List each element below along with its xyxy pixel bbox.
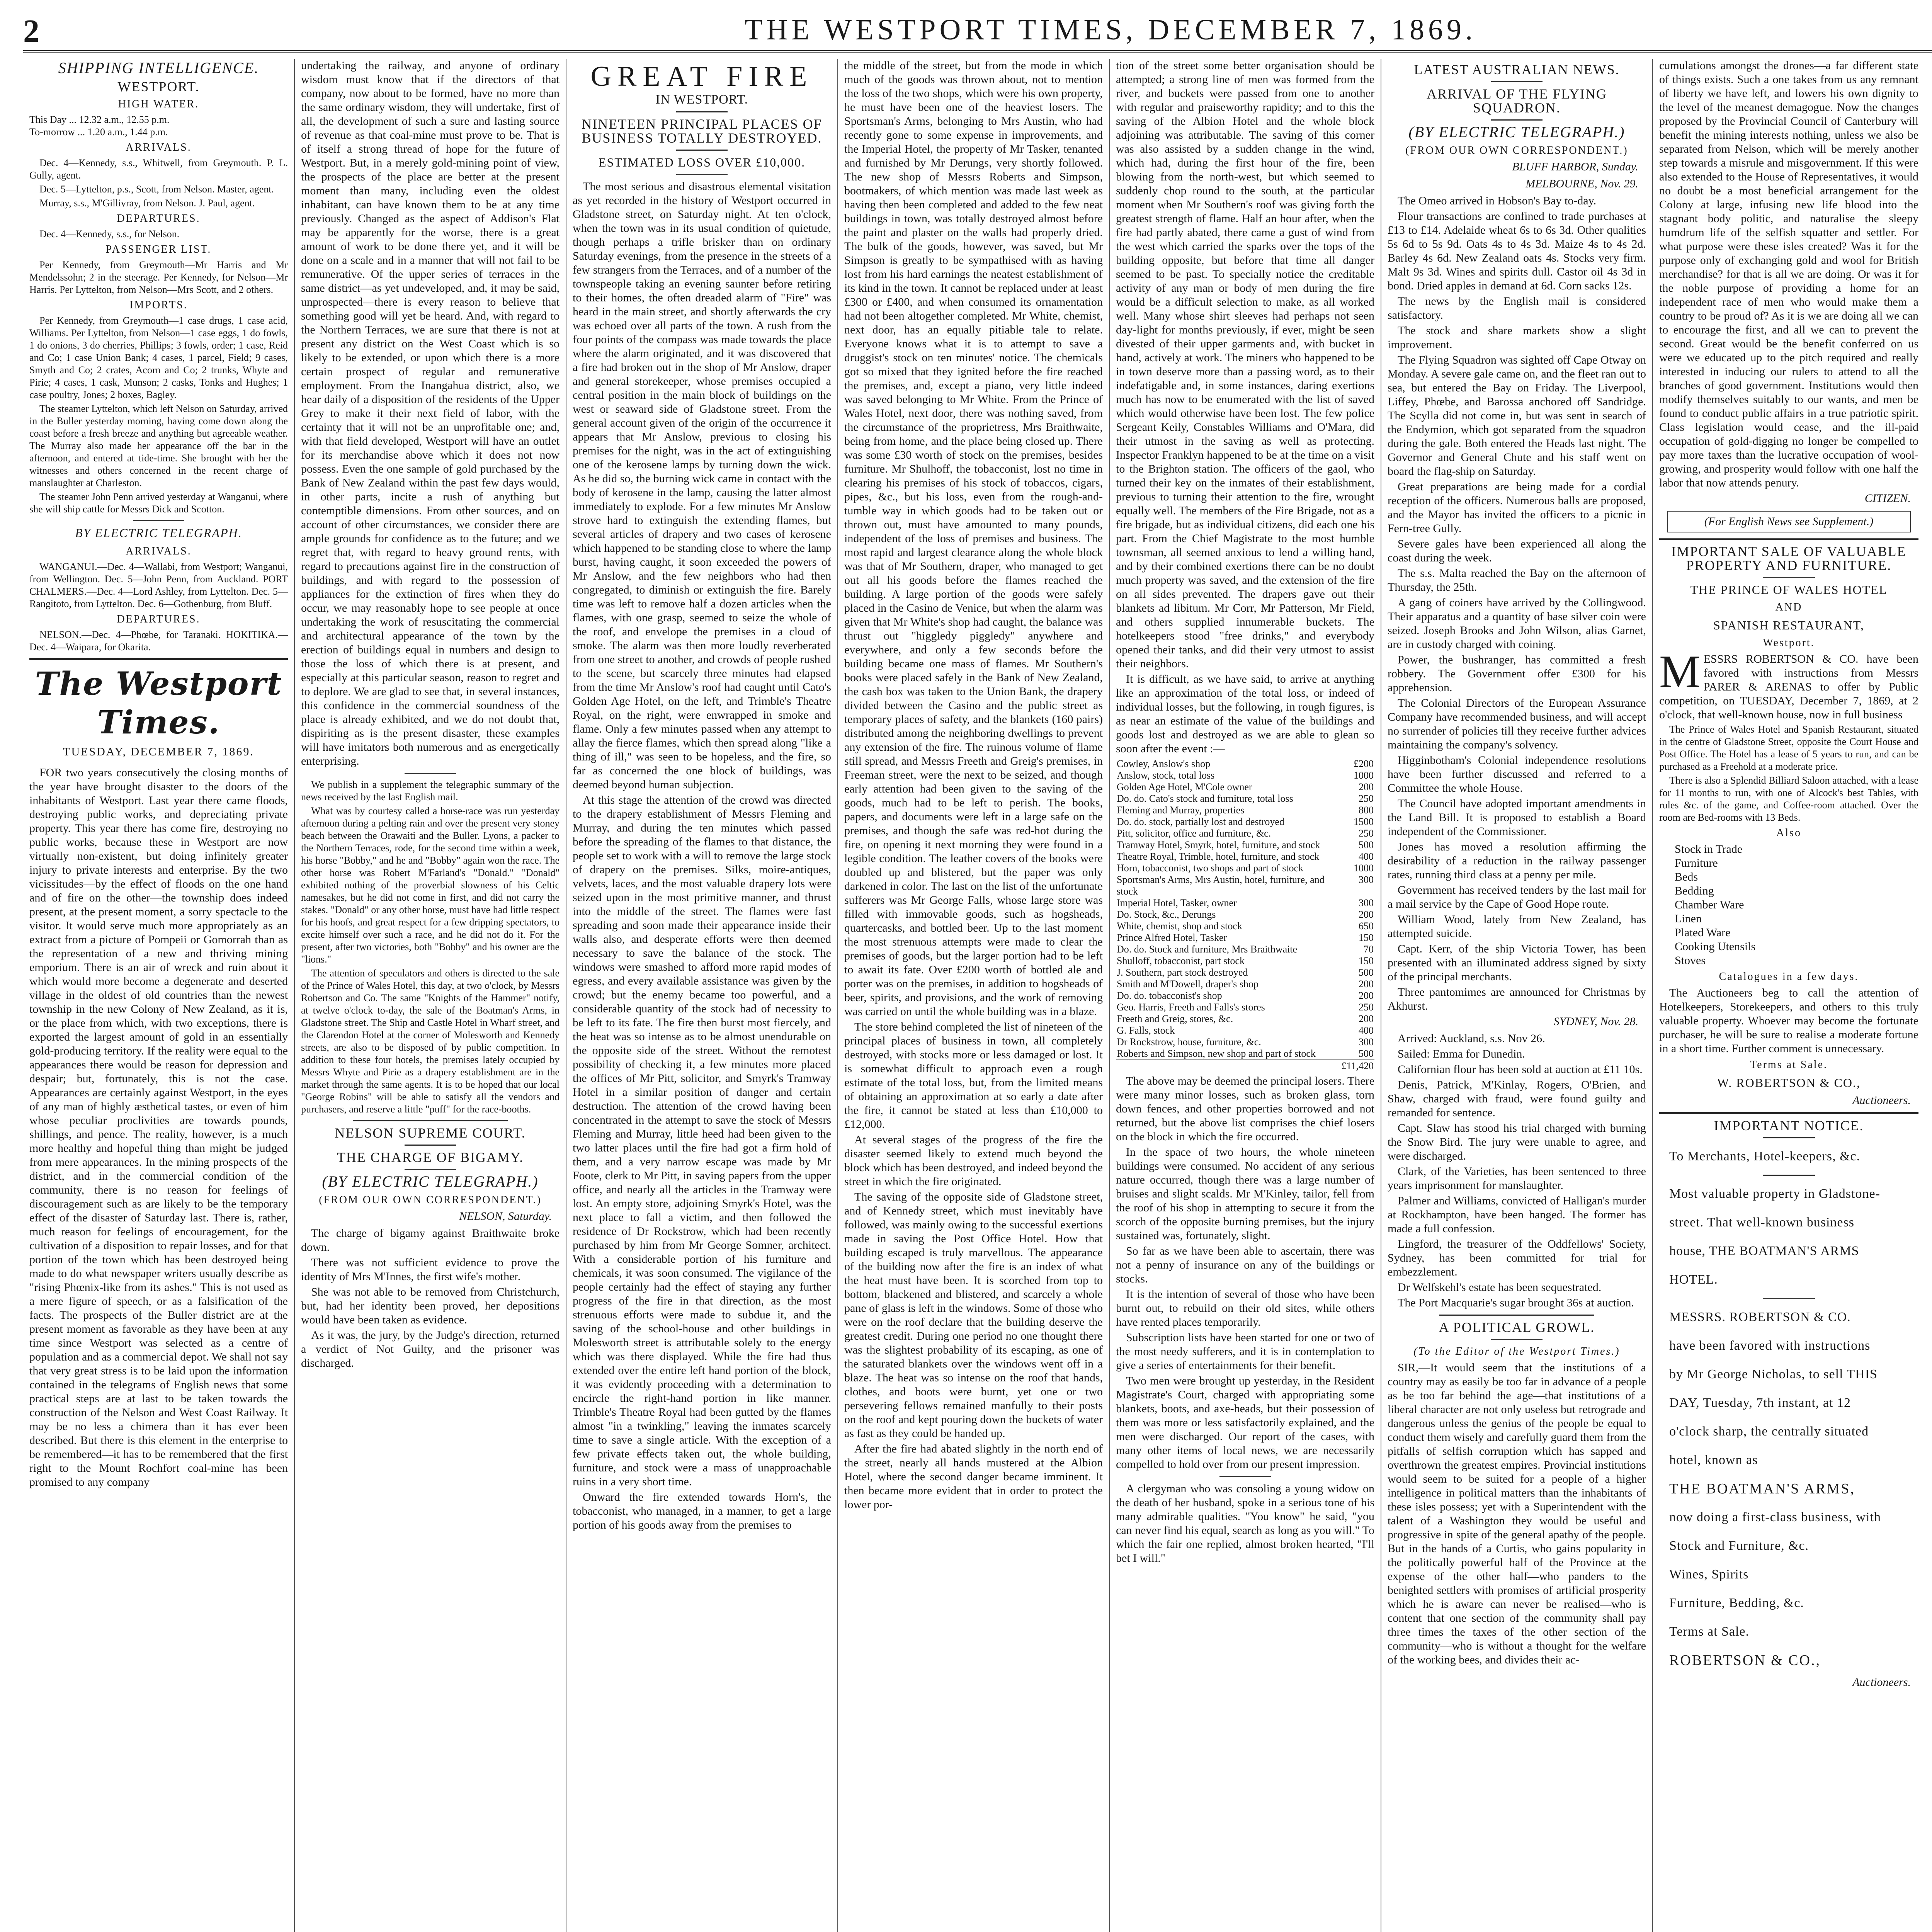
loss-row [1116, 816, 1374, 828]
loss-name: Roberts and Simpson, new shop and part of stock [1117, 1048, 1316, 1059]
divider [29, 658, 288, 660]
loss-row [1116, 874, 1374, 897]
departure-item: Dec. 4—Kennedy, s.s., for Nelson. [39, 228, 180, 240]
news-paragraph: She was not able to be removed from Christchurch, but, had her identity been proved, her depositions would have been taken as evidence. [301, 1286, 560, 1326]
loss-name: Pitt, solicitor, office and furniture, &c. [1117, 828, 1271, 839]
loss-row [1116, 793, 1374, 804]
loss-name: Fleming and Murray, properties [1117, 804, 1245, 816]
news-paragraph: Government has received tenders by the last mail for a mail service by the Cape of Good Hope route. [1388, 884, 1646, 910]
loss-name: Cowley, Anslow's shop [1117, 758, 1211, 769]
news-paragraph: We publish in a supplement the telegraphic summary of the news received by the last English mail. [301, 779, 560, 803]
fire-paragraph: It is difficult, as we have said, to arrive at anything like an approximation of the total loss, or indeed of individual losses, but the following, in rough figures, is as near an estimate of the value of the buildings and goods lost and destroyed as we are able to glean so soon after the event :— [1116, 673, 1374, 755]
sale-heading: IMPORTANT SALE OF VALUABLE PROPERTY AND FURNITURE. [1671, 544, 1906, 573]
divider [1491, 81, 1543, 82]
loss-amount: 1500 [1354, 816, 1374, 827]
loss-name: White, chemist, shop and stock [1117, 920, 1242, 932]
loss-row [1116, 839, 1374, 851]
news-paragraph: The stock and share markets show a slight improvement. [1388, 324, 1646, 351]
news-paragraph: The Flying Squadron was sighted off Cape Otway on Monday. A severe gale came on, and the fleet ran out to sea, but entered the Bay on Friday. The Liverpool, Liffey, Phœbe, and Barossa anchored off Sandridge. The Scylla did not come in, but was sent in search of the Endymion, which got separated from the squadron during the gale. Both entered the Heads last night. The Governor and General Chute and his staff went on board the flag-ship on Saturday. [1388, 354, 1646, 478]
loss-row [1116, 862, 1374, 874]
ad-line: have been favored with instructions [1669, 1338, 1871, 1353]
loss-amount: 150 [1359, 955, 1374, 966]
loss-amount: 250 [1359, 1002, 1374, 1013]
divider [405, 1169, 456, 1170]
westport-heading: WESTPORT. [117, 79, 200, 94]
masthead [23, 8, 1932, 53]
news-paragraph: As it was, the jury, by the Judge's direction, returned a verdict of Not Guilty, and the prisoner was discharged. [301, 1329, 560, 1369]
great-fire-subheading: IN WESTPORT. [655, 92, 748, 107]
loss-row [1116, 944, 1374, 955]
telegraph-departures: NELSON.—Dec. 4—Phœbe, for Taranaki. HOKITIKA.—Dec. 4—Waipara, for Okarita. [29, 629, 288, 653]
loss-amount: 150 [1359, 932, 1374, 943]
loss-name: Anslow, stock, total loss [1117, 770, 1215, 781]
loss-row [1116, 920, 1374, 932]
loss-row [1116, 897, 1374, 909]
stock-item: Chamber Ware [1675, 898, 1744, 911]
news-paragraph: The Port Macquarie's sugar brought 36s at auction. [1398, 1296, 1634, 1309]
arrivals-heading: ARRIVALS. [126, 141, 192, 153]
loss-row [1116, 1036, 1374, 1048]
correspondent-line: (FROM OUR OWN CORRESPONDENT.) [319, 1194, 542, 1206]
ad-item: The Prince of Wales Hotel and Spanish Restaurant, situated in the centre of Gladstone Street, opposite the Court House and Post Office. The Hotel has a lease of 5 years to run, and can be purchased as a Freehold at a moderate price. [1659, 724, 1918, 772]
fire-paragraph: The store behind completed the list of nineteen of the principal places of business in town, all completely destroyed, with stocks more or less damaged or lost. It is somewhat difficult to approach even a rough estimate of the total loss, but, from the limited means of obtaining an approximation at so early a date after the fire, it cannot be stated at less than £10,000 to £12,000. [844, 1020, 1103, 1131]
auctioneer-role: Auctioneers. [1852, 1676, 1911, 1689]
ad-line: MESSRS. ROBERTSON & CO. [1669, 1310, 1851, 1324]
loss-name: Shulloff, tobacconist, part stock [1117, 955, 1245, 966]
loss-amount: 500 [1359, 1048, 1374, 1059]
loss-name: Do. do. tobacconist's shop [1117, 990, 1222, 1001]
loss-name: Dr Rockstrow, house, furniture, &c. [1117, 1036, 1261, 1048]
arrival-heading: ARRIVAL OF THE FLYING SQUADRON. [1427, 86, 1607, 116]
news-paragraph: The Council have adopted important amendments in the Land Bill. It is proposed to establish a Board independent of the Commissioner. [1388, 797, 1646, 838]
great-fire-heading: GREAT FIRE [590, 61, 813, 92]
loss-name: Sportsman's Arms, Mrs Austin, hotel, furniture, and stock [1117, 874, 1325, 897]
news-paragraph: The attention of speculators and others is directed to the sale of the Prince of Wales Hotel, this day, at two o'clock, by Messrs Robertson and Co. The same "Knights of the Hammer" notify, at twelve o'clock to-day, the sale of the Boatman's Arms, in Gladstone street. The Ship and Castle Hotel in Wharf street, and the Clarendon Hotel at the corner of Molesworth and Kennedy streets, are also to be disposed of by public competition. In addition to these four hotels, the premises lately occupied by Messrs Whyte and Pirie as a drapery establishment are in the market through the same agents. It is to be hoped that our local "George Robins" will be able to satisfy all the vendors and purchasers, and reserve a little "puff" for the race-booths. [301, 968, 560, 1115]
loss-row [1116, 1025, 1374, 1036]
imports-heading: IMPORTS. [129, 299, 188, 311]
stock-item: Cooking Utensils [1675, 940, 1756, 953]
column-4 [838, 59, 1110, 1932]
shipping-heading: SHIPPING INTELLIGENCE. [58, 59, 259, 77]
loss-row [1116, 804, 1374, 816]
news-paragraph: Palmer and Williams, convicted of Halligan's murder at Rockhampton, have been hanged. The former has made a full confession. [1388, 1194, 1646, 1235]
loss-amount: 70 [1364, 944, 1374, 955]
loss-name: Do. Stock, &c., Derungs [1117, 909, 1216, 920]
anecdote-paragraph: A clergyman who was consoling a young widow on the death of her husband, spoke in a serious tone of his many admirable qualities. "You know" he said, "you can never find his equal, search as long as you will." To which the fair one replied, almost broken hearted, "I'll bet I will." [1116, 1482, 1374, 1565]
news-paragraph: Lingford, the treasurer of the Oddfellows' Society, Sydney, has been committed for trial for embezzlement. [1388, 1238, 1646, 1278]
ad-line: by Mr George Nicholas, to sell THIS [1669, 1367, 1878, 1381]
fire-paragraph: At this stage the attention of the crowd was directed to the drapery establishment of Messrs Fleming and Murray, and during the ten minutes which passed before the spreading of the flames to that distance, the people set to work with a will to remove the large stock of drapery on the premises. Silks, moire-antiques, velvets, laces, and the most valuable drapery lots were seized upon in the most primitive manner, and thrust into the middle of the street. The flames were fast spreading and soon made their appearance inside their walls also, and desperate efforts were then deemed necessary to save the balance of the stock. The windows were smashed to afford more rapid modes of egress, and every available assistance was given by the crowd; but the enemy became too powerful, and a considerable quantity of the stock had of necessity to be left to its fate. The fire then burst most fiercely, and the heat was so intense as to be almost unendurable on the opposite side of the street. Without the remotest possibility of checking it, a few minutes more placed the offices of Mr Pitt, solicitor, and Smyrk's Tramway Hotel in a similar position of danger and certain destruction. The attention of the crowd having been concentrated in the attempt to save the stock of Messrs Fleming and Murray, little heed had been given to the two latter places until the fire had got a firm hold of them, and a very narrow escape was made by Mr Foote, clerk to Mr Pitt, in saving papers from the upper office, and nearly all the articles in the Tramway were lost. An empty store, adjoining Smyrk's Hotel, was the next place to fall a victim, and then followed the residence of Dr Rockstrow, which had been recently purchased by him from Mr George Somner, architect. With a considerable portion of his furniture and chemicals, it was soon consumed. The vigilance of the people certainly had the effect of staying any further progress of the fire in that direction, as the most strenuous efforts were made to subdue it, and the saving of the school-house and other buildings in Molesworth street is attributable solely to the energy which was there displayed. While the fire had thus extended over the entire left hand portion of the block, it was evidently proceeding with a determination to encircle the right-hand portion in like manner. Trimble's Theatre Royal had been gutted by the flames almost "in a twinkling," leaving the inmates scarcely time to save a single article. With the exception of a few private effects taken out, the whole building, furniture, and stock were a mass of unapproachable ruins in a very short time. [573, 794, 831, 1488]
passenger-list: Per Kennedy, from Greymouth—Mr Harris and Mr Mendelssohn; 2 in the steerage. Per Kennedy, for Nelson—Mr Harris. Per Lyttelton, from Nelson—Mrs Scott, and 2 others. [29, 259, 288, 295]
ad-line: o'clock sharp, the centrally situated [1669, 1424, 1869, 1439]
news-paragraph: Clark, of the Varieties, has been sentenced to three years imprisonment for manslaughter. [1388, 1165, 1646, 1192]
stock-item: Stoves [1675, 954, 1706, 967]
ad-note: The Auctioneers beg to call the attention of Hotelkeepers, Storekeepers, and others to this truly valuable property. Whoever may become the fortunate purchaser, he will be sure to realise a moderate fortune in a short time. Further comment is unnecessary. [1659, 986, 1918, 1055]
newspaper-running-title: THE WESTPORT TIMES, DECEMBER 7, 1869. [745, 14, 1476, 46]
signature: CITIZEN. [1864, 492, 1911, 505]
loss-amount: 200 [1359, 978, 1374, 990]
news-paragraph: Flour transactions are confined to trade purchases at £13 to £14. Adelaide wheat 6s to 6s 3d. Other qualities 5s 6d to 5s 9d. Oats 4s to 4s 3d. Maize 4s to 4s 2d. Barley 4s 6d. New Zealand oats 4s. Stocks very firm. Malt 9s 3d. Wines and spirits dull. Castor oil 4s 3d in bond. Dried apples in demand at 6d. Corn sacks 12s. [1388, 210, 1646, 292]
fire-paragraph: the middle of the street, but from the mode in which much of the goods was thrown about, not to mention the loss of the two shops, which were his own property, he must have been one of the heaviest losers. The Sportsman's Arms, belonging to Mrs Austin, who had recently gone to some expense in improvements, and the Imperial Hotel, the property of Mr Tasker, tenanted and furnished by Mr Derungs, very shortly followed. The new shop of Messrs Roberts and Simpson, bootmakers, of which mention was made last week as having then been completed and added to the few neat buildings in town, was totally destroyed almost before the paint and plaster on the walls had properly dried. The bulk of the goods, however, was saved, but Mr Simpson is greatly to be sympathised with as having lost from his hard earnings the neatest establishment of its kind in the town. It cannot be replaced under at least £300 or £400, and when consumed its ornamentation had not been altogether completed. Mr White, chemist, next door, has an equally pitiable tale to relate. Everyone knows what it is to attempt to save a druggist's stock on ten minutes' notice. The chemicals got so mixed that they ignited before the fire reached the premises, and, except a piano, very little indeed was saved belonging to Mr White. From the Prince of Wales Hotel, next door, there was nothing saved, from the circumstance of the proprietress, Mrs Braithwaite, being from home, and the place being closed up. There was some £30 worth of stock on the premises, besides furniture. Mr Shulhoff, the tobacconist, lost no time in clearing his premises of his stock of tobaccos, cigars, pipes, &c., but his loss, even from the rough-and-tumble way in which goods had to be taken out or thrown out, must have amounted to many pounds, independent of the loss of premises and business. The most rapid and largest clearance along the whole block was that of Mr Southern, draper, who managed to get out all his goods before the flames reached the building. A large portion of the goods were safely placed in the Casino de Venice, but when the alarm was given that Mr White's shop had caught, the balance was thrust out "higgledy piggledy" anywhere and everywhere, and only a few seconds before the building became one mass of flames. Mr Southern's books were placed safely in the Bank of New Zealand, the cash box was taken to the Union Bank, the drapery divided between the Casino and the public street as temporary places of safety, and the blankets (160 pairs) distributed among the neighboring dwellings to prevent any extension of the fire. The ruinous volume of flame still spread, and Messrs Freeth and Greig's premises, in Freeman street, were the next to be seized, and though early attention had been given to the saving of the goods, much had to be left to perish. The books, papers, and documents were left in a large safe on the premises, and though the safe was red-hot during the fire, on opening it next morning they were found in a legible condition. The leather covers of the books were doubled up and blistered, but the paper was only darkened in color. The last on the list of the unfortunate sufferers was Mr George Falls, whose large store was filled with immovable goods, such as hogsheads, quartercasks, and bottled beer. Up to the last moment the most strenuous attempts were made to clear the premises of goods, but the larger portion had to be left to await its fate. Over £200 worth of bottled ale and porter was on the premises, in addition to hogsheads of beer, spirits, and provisions, and the work of removing was carried on until the whole building was in a blaze. [844, 59, 1103, 1018]
loss-name: Tramway Hotel, Smyrk, hotel, furniture, and stock [1117, 839, 1320, 850]
loss-name: Geo. Harris, Freeth and Falls's stores [1117, 1002, 1265, 1013]
news-paragraph: Arrived: Auckland, s.s. Nov 26. [1398, 1032, 1545, 1045]
fire-paragraph: After the fire had abated slightly in the north end of the street, nearly all hands mustered at the Albion Hotel, where the second danger became imminent. It then became more evident that in order to protect the lower por- [844, 1442, 1103, 1511]
hotel-name: THE PRINCE OF WALES HOTEL [1690, 583, 1888, 597]
fire-paragraph: Two men were brought up yesterday, in the Resident Magistrate's Court, charged with appropriating some blankets, boots, and axe-heads, but their possession of them was more or less satisfactorily explained, and the men were discharged. Our report of the cases, with many other items of local news, we are necessarily compelled to hold over from our present impression. [1116, 1374, 1374, 1471]
divider [1763, 577, 1815, 578]
tide-times: This Day ... 12.32 a.m., 12.55 p.m. To-morrow ... 1.20 a.m., 1.44 p.m. [29, 114, 170, 138]
loss-name: Horn, tobacconist, two shops and part of stock [1117, 862, 1304, 874]
dateline-place: MELBOURNE, Nov. 29. [1526, 177, 1638, 190]
loss-row [1116, 828, 1374, 839]
fire-paragraph: The most serious and disastrous elemental visitation as yet recorded in the history of Westport occurred in Gladstone street, on Saturday night. At ten o'clock, when the town was in its usual condition of quietude, though perhaps a trifle brisker than on ordinary Saturday evenings, from the presence in the streets of a few strangers from the Terraces, and of a number of the townspeople taking an evening saunter before retiring to their homes, the often dreaded alarm of "Fire" was heard in the main street, and shortly afterwards the cry was echoed over all parts of the town. A rush from the four points of the compass was made towards the place where the alarm originated, and it was discovered that a fire had broken out in the shop of Mr Anslow, draper and general storekeeper, whose premises occupied a central position in the main block of buildings on the west or seaward side of Gladstone street. From the general account given of the origin of the occurrence it appears that Mr Anslow, previous to closing his premises for the night, was in the act of extinguishing one of the kerosene lamps by turning down the wick. As he did so, the burning wick came in contact with the body of kerosene in the lamp, causing the latter almost immediately to explode. For a few minutes Mr Anslow strove hard to extinguish the extending flames, but several articles of drapery and two cases of kerosene which happened to be standing close to where the lamp burst, having caught, it soon exceeded the powers of Mr Anslow, and the few neighbors who had then congregated, to diminish or extinguish the fire. Barely time was left to remove half a dozen articles when the flames, with one grasp, seemed to seize the whole of the roof, and envelope the premises in a cloud of smoke. The alarm was then more loudly reverberated from one street to another, and crowds of people rushed to the scene, but scarcely three minutes had elapsed from the time Mr Anslow's roof had caught until Cato's Golden Age Hotel, on the left, and Trimble's Theatre Royal, on the right, were enwrapped in smoke and flame. Only a few minutes passed when any attempt to allay the fierce flames, which then spread along "like a thing of ill," was seen to be hopeless, and the fire, so far as concerned the one block of buildings, was deemed beyond human subjection. [573, 180, 831, 791]
loss-name: Smith and M'Dowell, draper's shop [1117, 978, 1259, 990]
stock-item: Furniture [1675, 857, 1718, 869]
news-paragraph: Capt. Kerr, of the ship Victoria Tower, has been presented with an illuminated address signed by sixty of the principal merchants. [1388, 942, 1646, 983]
notice-line: house, THE BOATMAN'S ARMS [1669, 1244, 1859, 1258]
stock-item: Plated Ware [1675, 926, 1731, 939]
news-paragraph: William Wood, lately from New Zealand, has attempted suicide. [1388, 913, 1646, 940]
loss-row [1116, 967, 1374, 978]
loss-row [1116, 1048, 1374, 1060]
fire-paragraph: It is the intention of several of those who have been burnt out, to rebuild on their old sites, while others have rented places temporarily. [1116, 1288, 1374, 1328]
fire-subheading: NINETEEN PRINCIPAL PLACES OF BUSINESS TOTALLY DESTROYED. [582, 116, 822, 146]
melbourne-news [1388, 194, 1646, 1013]
column-7 [1653, 59, 1925, 1932]
departures-heading: DEPARTURES. [117, 613, 201, 625]
notice-line: Most valuable property in Gladstone- [1669, 1187, 1880, 1201]
boatmans-ad-body [1659, 1304, 1918, 1474]
fire-paragraph: In the space of two hours, the whole nineteen buildings were consumed. No accident of any serious nature occurred, though there was a large number of bruises and slight scalds. Mr M'Kinley, tailor, fell from the roof of his shop in attempting to secure it from the scorch of the opposite burning premises, but the injury sustained was, fortunately, slight. [1116, 1146, 1374, 1242]
loss-name: G. Falls, stock [1117, 1025, 1175, 1036]
news-paragraph: Dr Welfskehl's estate has been sequestrated. [1398, 1281, 1602, 1294]
restaurant-name: SPANISH RESTAURANT, [1713, 618, 1865, 632]
court-heading: NELSON SUPREME COURT. [335, 1125, 526, 1141]
auctioneer-role: Auctioneers. [1852, 1094, 1911, 1107]
news-paragraph: Great preparations are being made for a cordial reception of the officers. Numerous balls are proposed, and the Mayor has invited the officers to a picnic in Fern-tree Gully. [1388, 480, 1646, 535]
loss-row [1116, 770, 1374, 781]
page-number: 2 [23, 13, 39, 49]
growl-heading: A POLITICAL GROWL. [1439, 1320, 1595, 1335]
column-5 [1110, 59, 1381, 1932]
news-paragraph: Capt. Slaw has stood his trial charged with burning the Snow Bird. The jury were unable to agree, and were discharged. [1388, 1122, 1646, 1162]
divider [1659, 538, 1918, 540]
dateline-place: BLUFF HARBOR, Sunday. [1512, 160, 1638, 173]
loss-amount: £200 [1354, 758, 1374, 769]
loss-row [1116, 1002, 1374, 1013]
divider [1659, 1112, 1918, 1114]
news-paragraph: Californian flour has been sold at auction at £11 10s. [1398, 1063, 1643, 1076]
news-paragraph: Power, the bushranger, has committed a fresh robbery. The Government offer £300 for his apprehension. [1388, 653, 1646, 694]
column-2 [295, 59, 566, 1932]
high-water-heading: HIGH WATER. [118, 98, 199, 110]
divider [1491, 1339, 1543, 1340]
divider [353, 1120, 508, 1121]
news-paragraph: The Colonial Directors of the European Assurance Company have recommended business, and will accept no surrender of policies till they receive further advices maintaining the company's solvency. [1388, 697, 1646, 751]
fire-paragraph: tion of the street some better organisation should be attempted; a strong line of men was formed from the river, and buckets were passed from one to another with regular and praiseworthy rapidity; and to this the saving of the Albion Hotel and the whole block adjoining was attributable. The saving of this corner was also assisted by a sudden change in the wind, which had, during the first hour of the fire, been blowing from the north-west, but which seemed to suddenly chop round to the south, at the particular moment when Mr Southern's roof was giving forth the greatest strength of flame. Half an hour after, when the fire had partly abated, there came a gust of wind from the west which carried the sparks over the tops of the building opposite, but before that time all danger seemed to be past. To specially notice the creditable activity of any man or body of men during the fire would be a difficult selection to make, as all worked well. Many whose shirt sleeves had perhaps not seen day-light for months previously, if ever, might be seen divested of their upper garments and, with bucket in hand, actively at work. The miners who happened to be in town deserve more than a passing word, as to their indefatigable and, in some instances, daring exertions much has now to be enumerated with the list of saved which would otherwise have been lost. The few police Sergeant Keily, Constables Williams and O'Mara, did their utmost in the saving as well as protecting. Inspector Franklyn happened to be at the time on a visit to the Brighton station. The officers of the gaol, who turned their key on the inmates of their establishment, previous to turning their attention to the fire, wrought equally well. The members of the Fire Brigade, not as a fire brigade, but as individual citizens, did each one his part. From the Chief Magistrate to the most humble townsman, all seemed anxious to lend a willing hand, and by their combined exertions there can be no doubt much property was saved, and the extension of the fire on all sides prevented. The drapers gave out their blankets ad libitum. Mr Corr, Mr Patterson, Mr Field, and others supplied innumerable buckets. The hotelkeepers stood "free drinks," and everybody opened their tanks, and did their very utmost to assist their neighbors. [1116, 59, 1374, 670]
arrivals-heading: ARRIVALS. [126, 545, 192, 557]
notice-body [1659, 1180, 1918, 1293]
loss-amount: 250 [1359, 828, 1374, 839]
ad-line: hotel, known as [1669, 1453, 1758, 1467]
telegraph-heading: (BY ELECTRIC TELEGRAPH.) [322, 1173, 539, 1190]
divider [1763, 1298, 1815, 1299]
boatmans-arms-name: THE BOATMAN'S ARMS, [1669, 1481, 1855, 1497]
divider [405, 1145, 456, 1146]
news-paragraph: A gang of coiners have arrived by the Collingwood. Their apparatus and a quantity of base silver coin were seized. Joseph Brooks and John Wilson, alias Garnet, are in custody charged with coining. [1388, 596, 1646, 651]
terms-line: Terms at Sale. [1750, 1059, 1828, 1071]
notice-heading: IMPORTANT NOTICE. [1714, 1118, 1864, 1133]
editorial-paragraph: undertaking the railway, and anyone of ordinary wisdom must know that if the directors of that company, now about to be formed, have no more than the same ordinary wisdom, they will undertake, first of all, the development of such a sure and lasting source of revenue as that coal-mine must prove to be. That is of itself a strong thread of hope for the future of Westport. But, in a merely gold-mining point of view, the prospects of the place are better at the present moment than many, including even the oldest inhabitant, can have known them to be at any time previously. Changed as the aspect of Addison's Flat may be apparently for the worse, there is a great amount of work to be done there yet, and it will be done on a scale and in a manner that will not fail to be remunerative. Of the upper series of terraces in the same district—as yet undeveloped, and, it may be said, unprospected—there is every reason to believe that something good will yet be heard. And, with regard to the Northern Terraces, we are sure that there is not at present any district on the West Coast which is so likely to be extended, or upon which there is a more certain prospect of regular and remunerative employment. From the Inangahua district, also, we hear daily of a disposition of the residents of the Upper Grey to make it their next field of labor, with the certainty that it will not be an unprofitable one; and, with that field developed, Westport will have an outlet for its merchandise above which it does not now possess. Even the one sample of gold purchased by the Bank of New Zealand within the past few days would, in other parts, incite a rush of anything but contemptible dimensions. From other sources, and on account of other circumstances, we consider there are ample grounds for confidence as to the future; and we regret that, with regard to heavy ground rents, with regard to precautions against fire in the construction of buildings, and with regard to the possession of appliances for the extinction of fires when they do occur, we may reasonably hope to see people at once undertaking the work of resuscitating the commercial and architectural appearance of the town by the erection of buildings equal in numbers and design to those the loss of which there is at present, and especially at this particular season, reason to regret and to deplore. We are glad to see that, in several instances, this confidence in the commercial soundness of the place is already exhibited, and we do not doubt that, dispiriting as is the present disaster, these examples will have imitators both numerous and as energetically enterprising. [301, 59, 560, 767]
losses-total: £11,420 [1338, 1060, 1374, 1072]
dateline: TUESDAY, DECEMBER 7, 1869. [63, 745, 254, 758]
divider [1439, 1315, 1594, 1316]
news-paragraph: Severe gales have been experienced all along the coast during the week. [1388, 537, 1646, 564]
divider [1219, 1476, 1271, 1477]
loss-amount: 300 [1359, 874, 1374, 885]
stock-item: Stock in Trade [1675, 843, 1743, 855]
departures-heading: DEPARTURES. [117, 213, 201, 224]
and-line: AND [1775, 601, 1803, 613]
imports-list: Per Kennedy, from Greymouth—1 case drugs, 1 case acid, Williams. Per Lyttelton, from Nelson—1 case eggs, 1 do fowls, 1 do onions, 3 do cherries, Phillips; 3 fowls, order; 1 case, Reid and Co; 1 case Union Bank; 4 cases, 1 parcel, Field; 9 cases, Smyth and Co; 2 crates, Acorn and Co; 2 trunks, Whyte and Pirie; 4 cases, 1 cask, Munson; 2 casks, Tonks and Hughes; 1 case poultry, Jones; 2 boxes, Bagley. [29, 315, 288, 400]
loss-row [1116, 978, 1374, 990]
auctioneer-name: ROBERTSON & CO., [1669, 1652, 1821, 1668]
loss-amount: 1000 [1354, 770, 1374, 781]
loss-amount: 200 [1359, 990, 1374, 1001]
news-heading: LATEST AUSTRALIAN NEWS. [1414, 62, 1620, 77]
losses-table [1116, 758, 1374, 1072]
loss-amount: 250 [1359, 793, 1374, 804]
ad-line: Stock and Furniture, &c. [1669, 1539, 1809, 1553]
divider [676, 174, 728, 175]
divider [405, 773, 456, 774]
telegraph-heading: BY ELECTRIC TELEGRAPH. [75, 526, 242, 540]
loss-row [1116, 781, 1374, 793]
boatmans-ad-more [1659, 1504, 1918, 1617]
ad-line: now doing a first-class business, with [1669, 1510, 1881, 1524]
news-paragraph: Three pantomimes are announced for Christmas by Akhurst. [1388, 986, 1646, 1012]
loss-name: J. Southern, part stock destroyed [1117, 967, 1248, 978]
fire-subheading: ESTIMATED LOSS OVER £10,000. [598, 155, 806, 169]
loss-amount: 300 [1359, 1036, 1374, 1048]
arrival-item: Dec. 4—Kennedy, s.s., Whitwell, from Greymouth. P. L. Gully, agent. [29, 157, 288, 181]
dateline-place: NELSON, Saturday. [459, 1210, 552, 1223]
loss-amount: 500 [1359, 839, 1374, 850]
notice-line: street. That well-known business [1669, 1215, 1854, 1230]
loss-name: Do. do. stock, partially lost and destroyed [1117, 816, 1284, 827]
notice-line: HOTEL. [1669, 1272, 1718, 1287]
loss-row [1116, 851, 1374, 862]
news-paragraph: The news by the English mail is considered satisfactory. [1388, 295, 1646, 321]
dateline-place: SYDNEY, Nov. 28. [1553, 1015, 1638, 1028]
shipping-paragraph: The steamer Lyttelton, which left Nelson on Saturday, arrived in the Buller yesterday morning, having come down along the coast before a fresh breeze and anything but agreeable weather. The Murray also made her appearance off the bar in the afternoon, and entered at tide-time. She brought with her the witnesses and others concerned in the recent charge of manslaughter at Charleston. [29, 403, 288, 488]
loss-amount: 300 [1359, 897, 1374, 908]
news-paragraph: The charge of bigamy against Braithwaite broke down. [301, 1227, 560, 1253]
ad-body: MESSRS ROBERTSON & CO. have been favored with instructions from Messrs PARER & ARENAS to offer by Public competition, on TUESDAY, December 7, 1869, at 2 o'clock, that well-known house, now in full business [1659, 646, 1918, 721]
arrival-item: Dec. 5—Lyttelton, p.s., Scott, from Nelson. Master, agent. [39, 184, 274, 195]
loss-amount: 650 [1359, 920, 1374, 932]
arrival-item: Murray, s.s., M'Gillivray, from Nelson. J. Paul, agent. [39, 197, 255, 209]
loss-row [1116, 758, 1374, 770]
news-paragraph: Sailed: Emma for Dunedin. [1398, 1048, 1525, 1060]
also-line: Also [1776, 827, 1801, 839]
loss-name: Do. do. Cato's stock and furniture, total loss [1117, 793, 1293, 804]
stock-item: Linen [1675, 912, 1702, 925]
loss-name: Freeth and Greig, stores, &c. [1117, 1013, 1233, 1024]
newspaper-title: The Westport Times. [35, 665, 282, 741]
correspondent-line: (FROM OUR OWN CORRESPONDENT.) [1405, 145, 1628, 156]
fire-paragraph: Onward the fire extended towards Horn's, the tobacconist, who managed, in a manner, to get a large portion of his goods away from the premises to [573, 1491, 831, 1531]
editorial-paragraph: FOR two years consecutively the closing months of the year have brought disaster to the doors of the inhabitants of Westport. Last year there came floods, destroying public works, and depreciating private property. This year there has come fire, destroying no public works, because these in Westport are now virtually non-existent, but doing infinitely greater injury to private interests and enterprise. By the two vicissitudes—by the effect of floods on the one hand and of fire on the other—the township does indeed present, at the present moment, a sorry spectacle to the visitor. It would serve much more appropriately as an extract from a picture of Pompeii or Gomorrah than as the representation of a new and thriving mining emporium. There is an air of wreck and ruin about it which would more become a degenerate and deserted village in the oldest of old countries than the newest township in the new Colony of New Zealand, as it is, or the place from which, with two exceptions, there is exported the largest amount of gold in an essentially gold-producing territory. If the reality were equal to the appearances there would be reason for depression and despair; but, fortunately, this is not the case. Appearances are certainly against Westport, in the eyes of any man of highly æsthetical tastes, or even of him whose peculiar proclivities are towards pounds, shillings, and pence. The reality, however, is a much more healthy and hopeful thing than might be judged from mere appearances. In the mining prospects of the district, and in the commercial condition of the community, there is no reason for feelings of discouragement such as are likely to be the temporary effect of the disaster of Saturday last. There is, rather, much reason for feelings of encouragement, for the cultivation of a disposition to repair losses, and for that portion of the town which has been destroyed being made to do what newspaper writers usually describe as "rising Phœnix-like from its ashes." This is not used as a mere figure of speech, or as a falsification of the facts. The prospects of the Buller district are at the present moment as favorable as they have been at any time since Westport was selected as a centre of population and as a commercial depot. We shall not say that very great stress is to be laid upon the information contained in the telegrams of English news that some practical steps are at last to be taken towards the construction of the Nelson and West Coast Railway. It may be no less a chimera than it has ever been described. But there is this element in the enterprise to be remembered—it has to be remembered that the first right to the Mount Rochfort coal-mine has been promised to any company [29, 766, 288, 1488]
loss-amount: 400 [1359, 1025, 1374, 1036]
divider [1763, 1137, 1815, 1138]
loss-name: Do. do. Stock and furniture, Mrs Braithwaite [1117, 944, 1298, 955]
terms-line: Terms at Sale. [1669, 1624, 1750, 1639]
fire-paragraph: The above may be deemed the principal losers. There were many minor losses, such as broken glass, torn down fences, and other properties borrowed and not returned, but the above list comprises the chief losers on the block in which the fire occurred. [1116, 1075, 1374, 1143]
shipping-paragraph: The steamer John Penn arrived yesterday at Wanganui, where she will ship cattle for Messrs Dick and Scotton. [29, 491, 288, 515]
divider [676, 111, 728, 112]
loss-name: Prince Alfred Hotel, Tasker [1117, 932, 1227, 943]
growl-paragraph: SIR,—It would seem that the institutions of a country may as easily be too far in advance of a people as be too far behind the age—that institutions of a liberal character are not only useless but retrograde and dangerous unless the genius of the people be equal to conduct them wisely and carefully guard them from the pitfalls of selfish corruption which has sapped and overthrown the greatest empires. Provincial institutions would seem to be suited for a people of a higher intelligence in political matters than the inhabitants of these isles possess; yet with a Superintendent with the talent of a Washington they would be useful and progressive in spite of the general apathy of the people. But in the hands of a Curtis, who gains popularity in the politically powerful half of the Province at the expense of the other half—who panders to the benighted settlers with promises of artificial prosperity which he is aware can never be realised—who is content that one section of the community shall pay three times the taxes of the other section of the community—who is without a thought for the welfare of the working bees, and divides their ac- [1388, 1361, 1646, 1666]
news-paragraph: The Omeo arrived in Hobson's Bay to-day. [1398, 194, 1597, 207]
divider [1763, 1175, 1815, 1176]
column-3 [566, 59, 838, 1932]
loss-amount: 200 [1359, 781, 1374, 793]
divider [676, 150, 728, 151]
ad-line: DAY, Tuesday, 7th instant, at 12 [1669, 1396, 1851, 1410]
place-line: Westport. [1763, 637, 1815, 649]
column-1 [23, 59, 295, 1932]
ad-line: Furniture, Bedding, &c. [1669, 1596, 1804, 1610]
growl-paragraph: cumulations amongst the drones—a far different state of things exists. Such a one takes from us any remnant of liberty we have left, and lowers his own dignity to the level of the meanest demagogue. Now the changes proposed by the Provincial Council of Canterbury will benefit the mining interests nothing, unless we also be separated from Nelson, which will be merely another step towards a misrule and misgovernment. If this were also extended to the House of Representatives, it would no doubt be a most beneficial arrangement for the Colony at large, infusing new life blood into the stagnant body politic, and naturalise the sleepy humdrum life of the selfish squatter and settler. For what purpose were these isles created? Was it for the purpose only of exchanging gold and wool for British merchandise? for that is all we are doing. Or was it for the noble purpose of providing a home for an independent race of men who would make them a country to be proud of? As it is we are doing all we can to encourage the first, and all we can to prevent the second. Great would be the benefit conferred on us were we educated up to the pitch required and really interested in inducing our rulers to attend to all the branches of good government. Institutions would then modify themselves suitably to our wants, and men be found to conduct public affairs in a true patriotic spirit. Class legislation would cease, and the ill-paid occupation of gold-digging no longer be compelled to pay more taxes than the lucrative occupation of wool-growing, and prosperity would follow with one half the labor that now attends penury. [1659, 59, 1918, 489]
news-paragraph: There was not sufficient evidence to prove the identity of Mrs M'Innes, the first wife's mother. [301, 1256, 560, 1283]
loss-name: Golden Age Hotel, M'Cole owner [1117, 781, 1252, 793]
loss-amount: 800 [1359, 804, 1374, 816]
ad-item: There is also a Splendid Billiard Saloon attached, with a lease for 11 months to run, with one of Alcock's best Tables, with rules &c. of the game, and Coffee-room attached. Over the room are Bed-rooms with 13 Beds. [1659, 775, 1918, 823]
telegraph-arrivals: WANGANUI.—Dec. 4—Wallabi, from Westport; Wanganui, from Wellington. Dec. 5—John Penn, from Auckland. PORT CHALMERS.—Dec. 4—Lord Ashley, from Lyttelton. Dec. 5—Rangitoto, from Lyttelton. Dec. 6—Gothenburg, from Bluff. [29, 561, 288, 609]
ad-line: Wines, Spirits [1669, 1567, 1749, 1582]
divider [133, 520, 185, 521]
loss-amount: 400 [1359, 851, 1374, 862]
fire-paragraph: At several stages of the progress of the fire the disaster seemed likely to extend much beyond the block which has been destroyed, and indeed beyond the street in which the fire originated. [844, 1133, 1103, 1188]
supplement-notice: (For English News see Supplement.) [1667, 511, 1911, 532]
fire-paragraph: Subscription lists have been started for one or two of the most needy sufferers, and it is in contemplation to give a series of entertainments for their benefit. [1116, 1331, 1374, 1372]
stock-item: Bedding [1675, 884, 1714, 897]
loss-amount: 200 [1359, 1013, 1374, 1024]
fire-paragraph: The saving of the opposite side of Gladstone street, and of Kennedy street, which must inevitably have followed, was mainly owing to the successful exertions made in saving the Post Office Hotel. How that building escaped is truly marvellous. The appearance of the building now after the fire is an index of what the heat must have been. It is scorched from top to bottom, blackened and blistered, and scarcely a whole pane of glass is left in the windows. Some of those who were on the roof declare that the building deserve the greatest credit. During one period no one thought there was the slightest probability of its escaping, as one of the saturated blankets over the windows went off in a blaze. The heat was so intense on the roof that hands, clothes, and boots were burnt, yet one or two persevering fellows remained manfully to their posts on the roof and kept pouring down the buckets of water as fast as they could be handed up. [844, 1190, 1103, 1440]
news-paragraph: What was by courtesy called a horse-race was run yesterday afternoon during a pelting rain and over the present very stoney beach between the Orawaiti and the Buller. Lyons, a packer to the Northern Terraces, rode, for the second time within a week, his horse "Bobby," and he and "Bobby" again won the race. The other horse was Robert M'Farland's "Donald." "Donald" exhibited nothing of the proverbial slowness of his Celtic namesakes, but he did not come in first, and did not carry the stakes. "Donald" or any other horse, must have had little respect for his hoofs, and great respect for a few dripping spectators, to excite himself over such a race, and he did not do it. For the present, after two victories, both "Bobby" and his owner are the "lions." [301, 805, 560, 965]
stock-item: Beds [1675, 871, 1698, 883]
news-paragraph: The s.s. Malta reached the Bay on the afternoon of Thursday, the 25th. [1388, 567, 1646, 594]
news-paragraph: Jones has moved a resolution affirming the desirability of a reduction in the railway passenger rates, running third class at a penny per mile. [1388, 840, 1646, 881]
loss-row [1116, 955, 1374, 967]
loss-amount: 500 [1359, 967, 1374, 978]
losses-total-row [1116, 1060, 1374, 1072]
columns [23, 53, 1932, 1932]
loss-name: Imperial Hotel, Tasker, owner [1117, 897, 1237, 908]
fire-paragraph: So far as we have been able to ascertain, there was not a penny of insurance on any of the buildings or stocks. [1116, 1245, 1374, 1285]
loss-amount: 1000 [1354, 862, 1374, 874]
news-paragraph: Higginbotham's Colonial independence resolutions have been further discussed and referred to a Committee the whole House. [1388, 754, 1646, 794]
loss-row [1116, 990, 1374, 1002]
telegraph-heading: (BY ELECTRIC TELEGRAPH.) [1408, 123, 1625, 141]
loss-row [1116, 909, 1374, 920]
auctioneer-name: W. ROBERTSON & CO., [1717, 1076, 1861, 1090]
catalogues-line: Catalogues in a few days. [1719, 971, 1859, 983]
sydney-news [1388, 1032, 1646, 1310]
growl-addressee: (To the Editor of the Westport Times.) [1413, 1345, 1620, 1357]
loss-amount: 200 [1359, 909, 1374, 920]
loss-name: Theatre Royal, Trimble, hotel, furniture, and stock [1117, 851, 1320, 862]
loss-row [1116, 932, 1374, 944]
notice-addressee: To Merchants, Hotel-keepers, &c. [1669, 1149, 1861, 1163]
divider [1491, 119, 1543, 121]
loss-row [1116, 1013, 1374, 1025]
column-6 [1381, 59, 1653, 1932]
passenger-heading: PASSENGER LIST. [105, 243, 212, 255]
bigamy-heading: THE CHARGE OF BIGAMY. [337, 1150, 524, 1165]
news-paragraph: Denis, Patrick, M'Kinlay, Rogers, O'Brien, and Shaw, charged with fraud, were found guilty and remanded for sentence. [1388, 1078, 1646, 1119]
stock-list [1675, 842, 1918, 968]
